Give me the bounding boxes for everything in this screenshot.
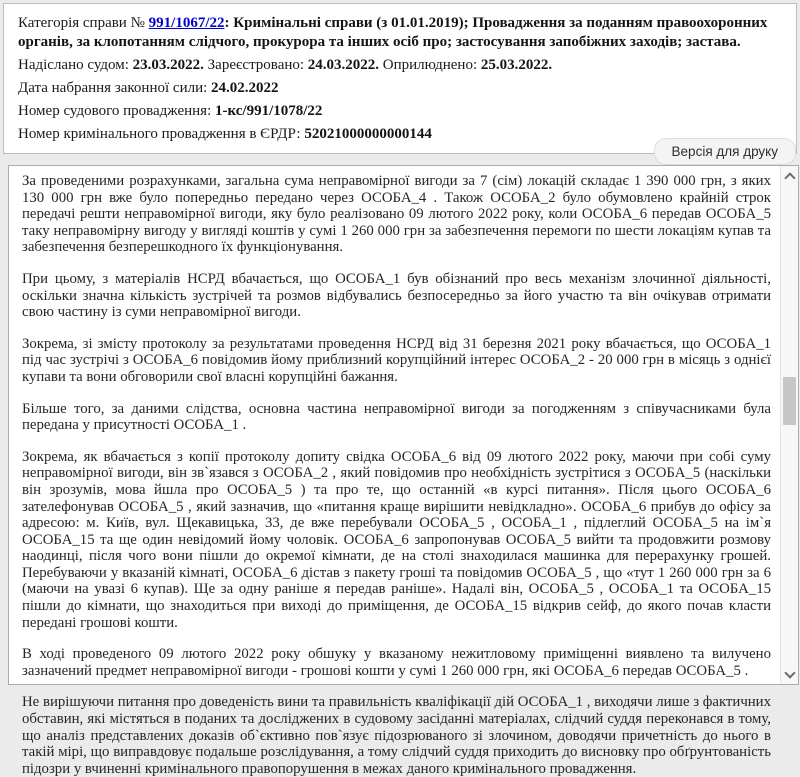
- case-category-line: [18, 14, 782, 52]
- erdr-label: Номер кримінального провадження в ЄРДР:: [18, 126, 301, 142]
- sent-value: 23.03.2022.: [132, 57, 204, 73]
- sent-label: Надіслано судом:: [18, 57, 129, 73]
- court-proceeding-label: Номер судового провадження:: [18, 103, 212, 119]
- scroll-up-button[interactable]: [781, 168, 798, 184]
- decision-paragraph: Більше того, за даними слідства, основна частина неправомірної вигоди за погодженням з співучасниками була передана у присутності ОСОБА_1 .: [22, 400, 771, 434]
- court-proceeding-line: [18, 102, 782, 121]
- scrollbar-track[interactable]: [781, 184, 798, 666]
- registered-value: 24.03.2022.: [307, 57, 380, 73]
- decision-paragraph: В ході проведеного 09 лютого 2022 року обшуку у вказаному нежитловому приміщенні виявлено та вилучено зазначений предмет неправомірної вигоди - грошові кошти у сумі 1 260 000 грн, які ОСОБА_6 передав ОСОБА_5 .: [22, 646, 771, 679]
- scrollbar-thumb[interactable]: [783, 377, 796, 425]
- scroll-down-button[interactable]: [781, 666, 798, 682]
- erdr-value: 52021000000000144: [304, 126, 432, 142]
- published-label: Оприлюднено:: [382, 57, 478, 73]
- legal-force-value: 24.02.2022: [211, 80, 279, 96]
- court-proceeding-value: 1-кс/991/1078/22: [215, 103, 323, 119]
- legal-force-label: Дата набрання законної сили:: [18, 80, 208, 96]
- decision-paragraph: При цьому, з матеріалів НСРД вбачається, що ОСОБА_1 був обізнаний про весь механізм злочинної діяльності, оскільки значна кількість зустрічей та розмов відбувались безпосередньо за його участю та він очікував отримати свою частину із суми неправомірної вигоди.: [22, 270, 771, 321]
- decision-paragraph: Не вирішуючи питання про доведеність вини та правильність кваліфікації дій ОСОБА_1 , виходячи лише з фактичних обставин, які містяться в поданих та досліджених в судовому засіданні матеріалах, слідчий суддя переконався в тому, що аналіз представлених доказів об`єктивно пов`язує підозрюваного зі злочином, доводячи причетність до нього в такій мірі, що виправдовує подальше розслідування, а тому слідчий суддя приходить до висновку про обґрунтованість підозри у вчиненні кримінального правопорушення в межах даного кримінального провадження.: [22, 694, 771, 777]
- published-value: 25.03.2022.: [480, 57, 553, 73]
- case-header-card: [3, 3, 797, 154]
- chevron-up-icon: [784, 172, 795, 183]
- category-value: : Кримінальні справи (з 01.01.2019); Провадження за поданням правоохоронних органів, за клопотанням слідчого, прокурора та інших осіб про; застосування запобіжних заходів; застава.: [18, 15, 768, 50]
- registered-label: Зареєстровано:: [207, 57, 305, 73]
- decision-paragraph: Зокрема, як вбачається з копії протоколу допиту свідка ОСОБА_6 від 09 лютого 2022 року, маючи при собі суму неправомірної вигоди, він зв`язався з ОСОБА_2 , який повідомив про необхідність зустрітися з ОСОБА_5 (наскільки він зрозумів, мова йшла про ОСОБА_5 ) та про те, що останній «в курсі питання». Після цього ОСОБА_6 зателефонував ОСОБА_5 , який зазначив, що «питання краще вирішити невідкладно». ОСОБА_6 прибув до офісу за адресою: м. Київ, вул. Щекавицька, 33, де вже перебували ОСОБА_5 , ОСОБА_1 , підлеглий ОСОБА_5 на ім`я ОСОБА_15 та ще один невідомий йому чоловік. ОСОБА_6 запропонував ОСОБА_5 вийти та продовжити розмову наодинці, після чого вони пішли до окремої кімнати, де на столі знаходилася машинка для перерахунку грошей. Перебуваючи у вказаній кімнаті, ОСОБА_6 дістав з пакету гроші та повідомив ОСОБА_5 , що «тут 1 260 000 грн за 6 (маючи на увазі 6 купав). Ще за одну раніше я передав раніше». Надалі він, ОСОБА_5 , ОСОБА_1 та ОСОБА_15 пішли до кімнати, що знаходиться при виході до приміщення, де ОСОБА_15 відкрив сейф, до якого почав класти передані грошові кошти.: [22, 448, 771, 631]
- vertical-scrollbar[interactable]: [780, 166, 798, 684]
- dates-line: [18, 56, 782, 75]
- decision-paragraph: За проведеними розрахунками, загальна сума неправомірної вигоди за 7 (сім) локацій складає 1 390 000 грн, з яких 130 000 грн вже було попередньо передано через ОСОБА_4 . Також ОСОБА_2 було обумовлено крайній строк передачі решти неправомірної вигоди, яку було реалізовано 09 лютого 2022 року, коли ОСОБА_6 передав ОСОБА_5 таку неправомірну вигоду у вигляді коштів у сумі 1 260 000 грн за забезпечення перемоги по шести локаціям купав та забезпечення безперешкодного їх функціонування.: [22, 173, 771, 256]
- case-number-link[interactable]: 991/1067/22: [148, 15, 225, 31]
- decision-paragraph: Зокрема, зі змісту протоколу за результатами проведення НСРД від 31 березня 2021 року вбачається, що ОСОБА_1 під час зустрічі з ОСОБА_6 повідомив йому приблизний корупційний інтерес ОСОБА_2 - 20 000 грн в місяць з однієї купави та вони обговорили свої власні корупційні бажання.: [22, 335, 771, 385]
- print-version-button[interactable]: Версія для друку: [654, 138, 796, 165]
- document-text-area: [8, 165, 799, 777]
- chevron-down-icon: [784, 667, 795, 678]
- category-label: Категорія справи №: [18, 15, 149, 31]
- toolbar: [0, 136, 796, 166]
- document-text-content: [9, 166, 781, 777]
- legal-force-line: [18, 79, 782, 98]
